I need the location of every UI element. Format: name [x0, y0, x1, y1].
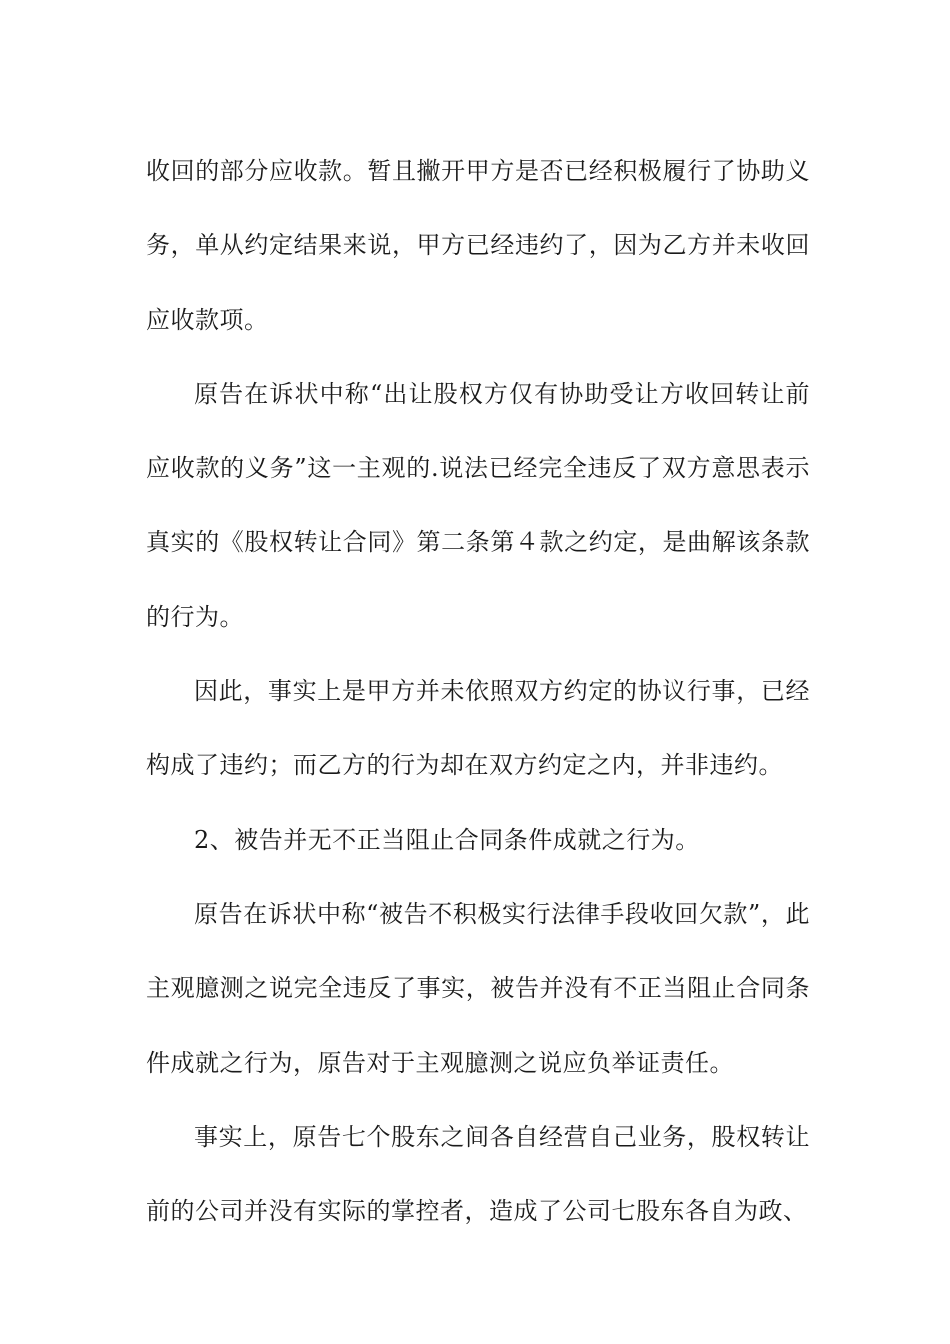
document-body — [146, 134, 810, 1248]
paragraph-2: 原告在诉状中称“出让股权方仅有协助受让方收回转让前应收款的义务”这一主观的.说法已经完全违反了双方意思表示真实的《股权转让合同》第二条第４款之约定，是曲解该条款的行为。 — [146, 379, 810, 631]
paragraph-1: 收回的部分应收款。暂且撇开甲方是否已经积极履行了协助义务，单从约定结果来说，甲方已经违约了，因为乙方并未收回应收款项。 — [146, 157, 810, 334]
paragraph-6: 事实上，原告七个股东之间各自经营自己业务，股权转让前的公司并没有实际的掌控者，造成了公司七股东各自为政、 — [146, 1122, 810, 1226]
paragraph-3: 因此，事实上是甲方并未依照双方约定的协议行事，已经构成了违约；而乙方的行为却在双方约定之内，并非违约。 — [146, 677, 810, 780]
paragraph-4-heading: 2、被告并无不正当阻止合同条件成就之行为。 — [194, 825, 700, 854]
paragraph-5: 原告在诉状中称“被告不积极实行法律手段收回欠款”，此主观臆测之说完全违反了事实，被告并没有不正当阻止合同条件成就之行为，原告对于主观臆测之说应负举证责任。 — [146, 899, 810, 1077]
